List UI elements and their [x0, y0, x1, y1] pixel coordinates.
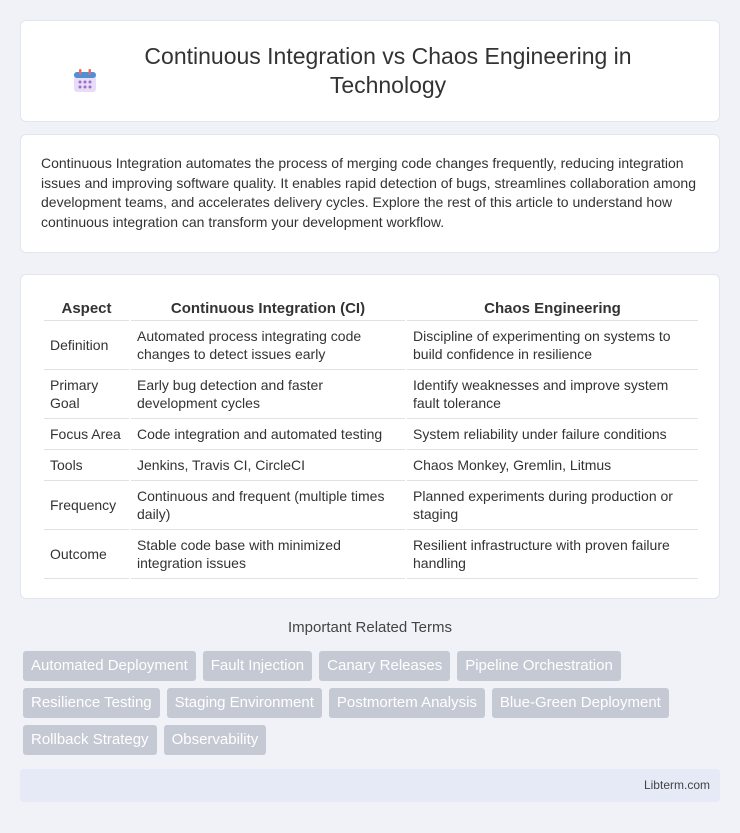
cell-ci: Continuous and frequent (multiple times daily) [131, 481, 405, 530]
comparison-card [20, 274, 720, 599]
page-title: Continuous Integration vs Chaos Engineering in Technology [144, 43, 632, 98]
footer [20, 769, 720, 802]
table-row [44, 419, 698, 450]
tag-staging-environment[interactable]: Staging Environment [167, 688, 322, 718]
cell-chaos: Identify weaknesses and improve system fault tolerance [407, 370, 698, 419]
related-terms-title: Important Related Terms [288, 619, 452, 636]
cell-ci: Early bug detection and faster development cycles [131, 370, 405, 419]
cell-aspect: Primary Goal [44, 370, 129, 419]
header-ci: Continuous Integration (CI) [131, 295, 405, 321]
cell-chaos: Resilient infrastructure with proven failure handling [407, 530, 698, 579]
table-row [44, 370, 698, 419]
cell-aspect: Definition [44, 321, 129, 370]
cell-ci: Jenkins, Travis CI, CircleCI [131, 450, 405, 481]
cell-aspect: Tools [44, 450, 129, 481]
table-row [44, 450, 698, 481]
tag-observability[interactable]: Observability [164, 725, 267, 755]
cell-ci: Automated process integrating code changes to detect issues early [131, 321, 405, 370]
cell-chaos: System reliability under failure conditions [407, 419, 698, 450]
header-card [20, 20, 720, 122]
tag-rollback-strategy[interactable]: Rollback Strategy [23, 725, 157, 755]
table-row [44, 321, 698, 370]
cell-aspect: Outcome [44, 530, 129, 579]
table-header-row [44, 295, 698, 321]
tag-postmortem-analysis[interactable]: Postmortem Analysis [329, 688, 485, 718]
tag-resilience-testing[interactable]: Resilience Testing [23, 688, 160, 718]
cell-ci: Code integration and automated testing [131, 419, 405, 450]
tag-fault-injection[interactable]: Fault Injection [203, 651, 312, 681]
tag-canary-releases[interactable]: Canary Releases [319, 651, 450, 681]
cell-ci: Stable code base with minimized integration issues [131, 530, 405, 579]
calendar-icon [72, 68, 98, 94]
cell-chaos: Chaos Monkey, Gremlin, Litmus [407, 450, 698, 481]
intro-text: Continuous Integration automates the process of merging code changes frequently, reducing integration issues and improving software quality. It enables rapid detection of bugs, streamlines collaboration among development teams, and accelerates delivery cycles. Explore the rest of this article to understand how continuous integration can transform your development workflow. [41, 155, 696, 230]
header-aspect: Aspect [44, 295, 129, 321]
header-chaos: Chaos Engineering [407, 295, 698, 321]
table-row [44, 481, 698, 530]
tag-blue-green-deployment[interactable]: Blue-Green Deployment [492, 688, 669, 718]
table-row [44, 530, 698, 579]
footer-site-link[interactable]: Libterm.com [643, 778, 710, 792]
cell-chaos: Planned experiments during production or staging [407, 481, 698, 530]
tag-automated-deployment[interactable]: Automated Deployment [23, 651, 196, 681]
related-terms-list [23, 651, 723, 762]
cell-chaos: Discipline of experimenting on systems to build confidence in resilience [407, 321, 698, 370]
cell-aspect: Focus Area [44, 419, 129, 450]
intro-card [20, 134, 720, 253]
tag-pipeline-orchestration[interactable]: Pipeline Orchestration [457, 651, 621, 681]
cell-aspect: Frequency [44, 481, 129, 530]
comparison-table [42, 295, 700, 579]
